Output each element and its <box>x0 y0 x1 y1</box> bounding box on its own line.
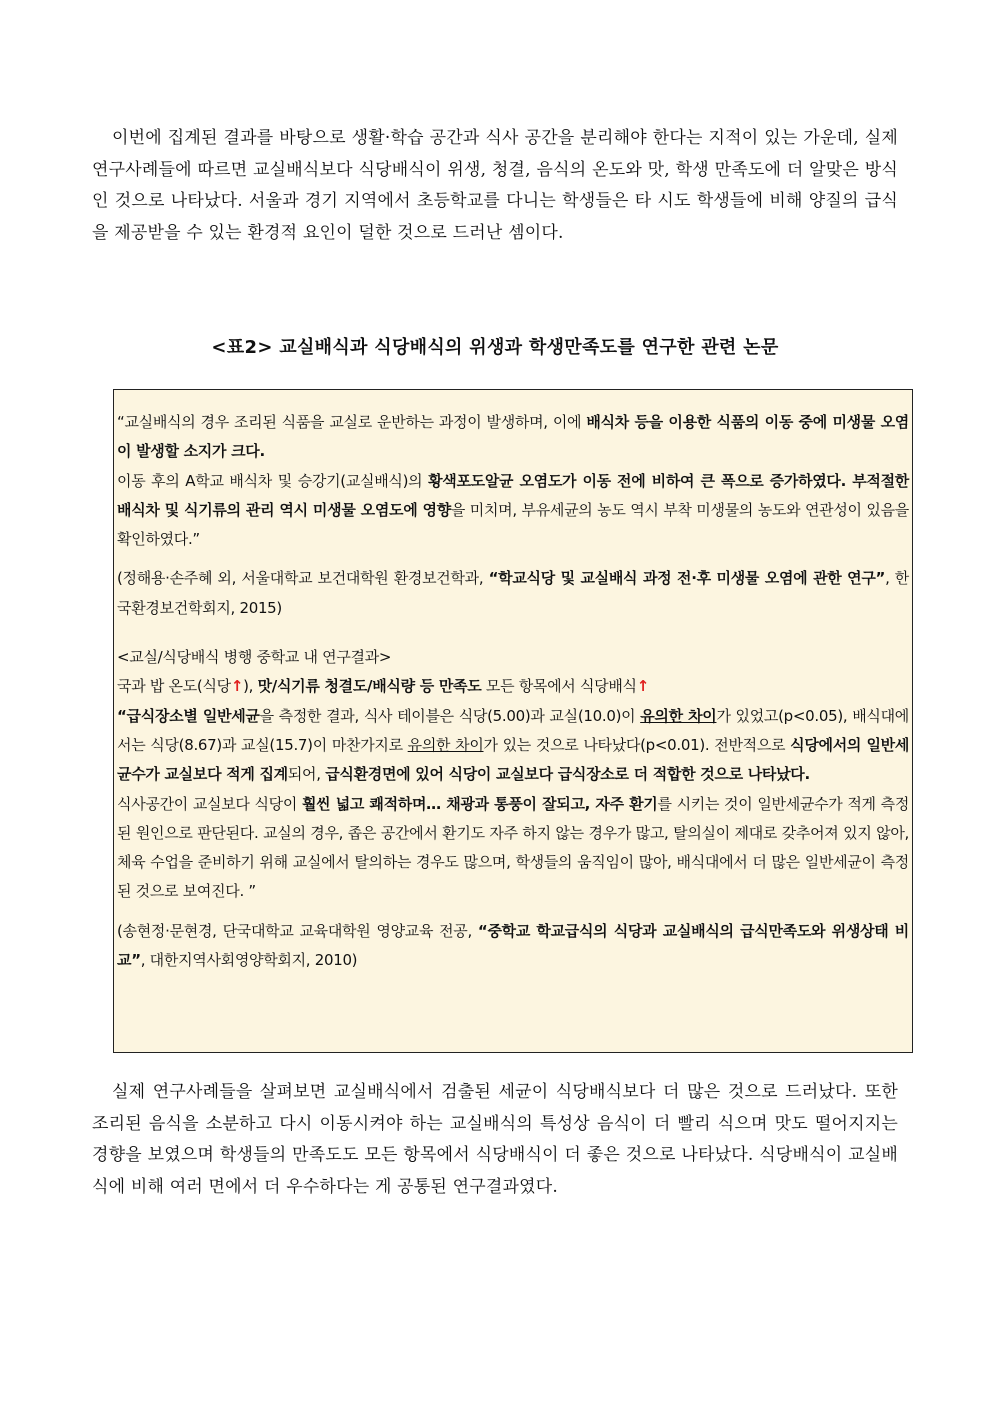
quote-1-text-a: “교실배식의 경우 조리된 식품을 교실로 운반하는 과정이 발생하며, 이에 <box>117 413 587 431</box>
source-2-title: “중학교 학교급식의 식당과 교실배식의 급식만족도와 위생상태 비교” <box>117 921 909 970</box>
intro-paragraph: 이번에 집계된 결과를 바탕으로 생활·학습 공간과 식사 공간을 분리해야 한다는 지적이 있는 가운데, 실제 연구사례들에 따르면 교실배식보다 식당배식이 위생, 청결, 음식의 온도와 맛, 학생 만족도에 더 알맞은 방식인 것으로 나타났다. 서울과 경기 지역에서 초등학교를 다니는 학생들은 타 시도 학생들에 비해 양질의 급식을 제공받을 수 있는 환경적 요인이 덜한 것으로 드러난 셈이다. <box>92 128 898 243</box>
quote-1-bold-b: 황색포도알균 오염도가 이동 전에 비하여 큰 폭으로 증가하였다. 부적절한 배식차 및 식기류의 관리 역시 미생물 오염도에 영향 <box>117 471 909 519</box>
study-2-summary <box>117 672 909 701</box>
up-arrow-icon: ↑ <box>636 677 649 696</box>
summary-text-c: 모든 항목에서 식당배식 <box>481 677 637 696</box>
quote-2 <box>117 702 909 907</box>
quote-1-text-b: 이동 후의 A학교 배식차 및 승강기(교실배식)의 <box>117 471 429 490</box>
source-2-authors: (송현정·문현경, 단국대학교 교육대학원 영양교육 전공, <box>117 921 478 940</box>
source-1-title: “학교식당 및 교실배식 과정 전·후 미생물 오염에 관한 연구” <box>488 569 886 588</box>
quote-2-bold-b: 식당에서의 일반세균수가 교실보다 적게 집계 <box>117 735 910 784</box>
quote-2-bold-c: 급식환경면에 있어 식당이 교실보다 급식장소로 더 적합한 것으로 나타났다. <box>325 765 810 784</box>
summary-bold: 맛/식기류 청결도/배식량 등 만족도 <box>257 677 482 696</box>
source-1-journal: , 한국환경보건학회지, 2015) <box>117 569 910 617</box>
quote-2-text-c: 가 있는 것으로 나타났다(p<0.01). 전반적으로 <box>483 735 791 754</box>
quote-2-text-b: 가 있었고(p<0.05), 배식대에서는 식당(8.67)과 교실(15.7)이 마찬가지로 <box>117 706 909 754</box>
source-citation-1 <box>117 564 909 623</box>
quote-1-bold-a: 배식차 등을 이용한 식품의 이동 중에 미생물 오염이 발생할 소지가 크다. <box>117 413 909 461</box>
quote-2-text-a: 을 측정한 결과, 식사 테이블은 식당(5.00)과 교실(10.0)이 <box>259 706 641 725</box>
closing-paragraph: 실제 연구사례들을 살펴보면 교실배식에서 검출된 세균이 식당배식보다 더 많은 것으로 드러났다. 또한 조리된 음식을 소분하고 다시 이동시켜야 하는 교실배식의 특성상 음식이 더 빨리 식으며 맛도 떨어지지는 경향을 보였으며 학생들의 만족도도 모든 항목에서 식당배식이 더 좋은 것으로 나타났다. 식당배식이 교실배식에 비해 여러 면에서 더 우수하다는 게 공통된 연구결과였다. <box>92 1082 898 1197</box>
summary-text-a: 국과 밥 온도(식당 <box>117 677 231 696</box>
study-2-heading: <교실/식당배식 병행 중학교 내 연구결과> <box>117 648 392 667</box>
quote-2-bold-d: 훨씬 넓고 쾌적하며… 채광과 통풍이 잘되고, 자주 환기 <box>301 794 658 813</box>
quote-box <box>113 389 913 1053</box>
table-caption: <표2> 교실배식과 식당배식의 위생과 학생만족도를 연구한 관련 논문 <box>211 337 779 358</box>
quote-2-significant-2: 유의한 차이 <box>407 735 484 754</box>
quote-2-text-d: 되어, <box>287 765 326 784</box>
quote-1 <box>117 408 909 554</box>
source-citation-2 <box>117 917 909 976</box>
quote-2-text-e: 식사공간이 교실보다 식당이 <box>117 794 302 813</box>
quote-2-significant-1: 유의한 차이 <box>640 706 717 725</box>
source-2-journal: , 대한지역사회영양학회지, 2010) <box>140 951 358 970</box>
quote-2-bold-a: “급식장소별 일반세균 <box>117 706 260 725</box>
source-1-authors: (정해용·손주혜 외, 서울대학교 보건대학원 환경보건학과, <box>117 569 489 588</box>
quote-2-text-f: 를 시키는 것이 일반세균수가 적게 측정된 원인으로 판단된다. 교실의 경우, 좁은 공간에서 환기도 자주 하지 않는 경우가 많고, 탈의실이 제대로 갖추어져 있지 않아, 체육 수업을 준비하기 위해 교실에서 탈의하는 경우도 많으며, 학생들의 움직임이 많아, 배식대에서 더 많은 일반세균이 측정된 것으로 보여진다. ” <box>117 794 910 901</box>
up-arrow-icon: ↑ <box>230 677 244 696</box>
summary-text-b: ), <box>243 677 258 696</box>
quote-1-text-c: 을 미치며, 부유세균의 농도 역시 부착 미생물의 농도와 연관성이 있음을 확인하였다.” <box>117 500 909 549</box>
